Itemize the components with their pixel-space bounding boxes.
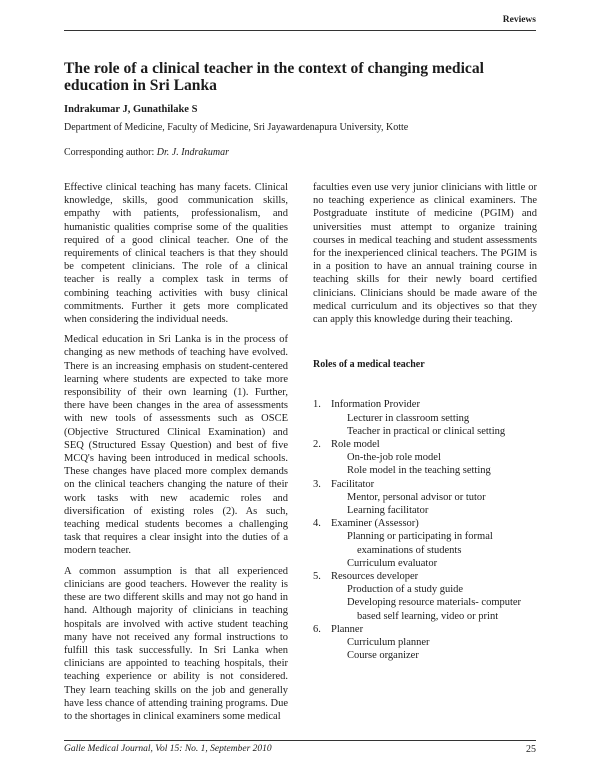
role-number: 4. — [313, 518, 321, 530]
role-subitem: Developing resource materials- computer — [347, 597, 522, 609]
role-subitem: Teacher in practical or clinical setting — [347, 425, 506, 437]
role-subitem: Lecturer in classroom setting — [347, 412, 470, 424]
role-subitem: Learning facilitator — [347, 505, 429, 517]
role-item — [313, 438, 537, 478]
role-item — [313, 517, 537, 570]
body-paragraph-2: Medical education in Sri Lanka is in the process of changing as new methods of teaching have evolved. There is an increasing emphasis on student-centered learning where students are expected to take more responsibility of their own learning (1). Further, there have been changes in the area of assessments with new tools of assessments such as OSCE (Objective Structured Clinical Examination) and SEQ (Structured Essay Question) and best of five MCQ's having been introduced in medical schools. These changes have placed more complex demands on the clinical teachers changing the nature of their work tasks with new academic roles and diversification of existing roles (2). As such, teaching medical students becomes a challenging task that requires a clear insight into the duties of a modern teacher. — [64, 334, 288, 557]
corresponding-author — [64, 147, 229, 158]
role-subitem: Production of a study guide — [347, 584, 464, 596]
header-rule — [64, 30, 536, 31]
article-title: The role of a clinical teacher in the context of changing medical education in Sri Lanka — [64, 60, 484, 94]
role-subitem: Mentor, personal advisor or tutor — [347, 491, 486, 503]
role-subitem: Curriculum planner — [347, 637, 430, 649]
footer-rule — [64, 740, 536, 741]
page-number: 25 — [526, 744, 536, 755]
role-name: Information Provider — [331, 399, 420, 411]
corresponding-label: Corresponding author: — [64, 147, 157, 158]
role-number: 1. — [313, 399, 321, 411]
role-item — [313, 398, 537, 438]
role-subitem-continued: examinations of students — [357, 544, 462, 556]
roles-list — [313, 398, 537, 662]
role-name: Planner — [331, 623, 364, 635]
body-paragraph-1: Effective clinical teaching has many facets. Clinical knowledge, skills, good communication skills, empathy with patients, professionalism, and humanistic qualities comprise some of the qualities required of a good clinical teacher. One of the requirements of clinical teachers is that they should be competent clinicians. The role of a clinical teacher is really a complex task in terms of combining teaching activities with busy clinical commitments. Further it gets more complicated when considering the individual needs. — [64, 182, 288, 326]
body-paragraph-3: A common assumption is that all experienced clinicians are good teachers. However the reality is these are two different skills and may not go hand in hand. Although majority of clinicians in teaching hospitals are involved with active student teaching many have not received any formal instructions to fulfill this task successfully. In Sri Lanka when clinicians are appointed to teaching hospitals, their teaching experience or ability is not considered. They learn teaching skills on the job and generally have less chance of attending training programs. Due to the shortages in clinical examiners some medical — [64, 565, 288, 722]
role-subitem: Curriculum evaluator — [347, 557, 438, 569]
section-label: Reviews — [502, 15, 536, 25]
left-column — [64, 181, 288, 730]
role-name: Examiner (Assessor) — [331, 518, 419, 530]
role-name: Facilitator — [331, 478, 375, 490]
role-subitem: Course organizer — [347, 650, 419, 662]
journal-citation: Galle Medical Journal, Vol 15: No. 1, September 2010 — [64, 744, 272, 754]
body-paragraph-4: faculties even use very junior clinicians with little or no teaching experience as clinical examiners. The Postgraduate institute of medicine (PGIM) and universities must attempt to organize training courses in medical teaching and student assessments for the inexperienced clinical teachers. The PGIM is in a position to have an annual training course in teaching skills for their newly board certified clinicians. Clinicians should be made aware of the medical curriculum and its objectives so that they can apply this knowledge during their teaching. — [313, 182, 537, 326]
role-subitem: Role model in the teaching setting — [347, 465, 491, 477]
role-number: 2. — [313, 439, 321, 451]
article-authors: Indrakumar J, Gunathilake S — [64, 104, 198, 115]
role-number: 3. — [313, 478, 321, 490]
roles-heading: Roles of a medical teacher — [313, 359, 425, 371]
role-subitem: On-the-job role model — [347, 452, 441, 464]
role-item — [313, 623, 537, 663]
role-subitem: Planning or participating in formal — [347, 531, 493, 543]
role-number: 6. — [313, 623, 321, 635]
role-item — [313, 478, 537, 518]
role-name: Resources developer — [331, 571, 419, 583]
role-number: 5. — [313, 571, 321, 583]
role-name: Role model — [331, 439, 380, 451]
corresponding-name: Dr. J. Indrakumar — [156, 147, 229, 158]
role-item — [313, 570, 537, 623]
role-subitem-continued: based self learning, video or print — [357, 610, 499, 622]
right-column — [313, 181, 537, 663]
author-affiliation: Department of Medicine, Faculty of Medicine, Sri Jayawardenapura University, Kotte — [64, 122, 409, 133]
